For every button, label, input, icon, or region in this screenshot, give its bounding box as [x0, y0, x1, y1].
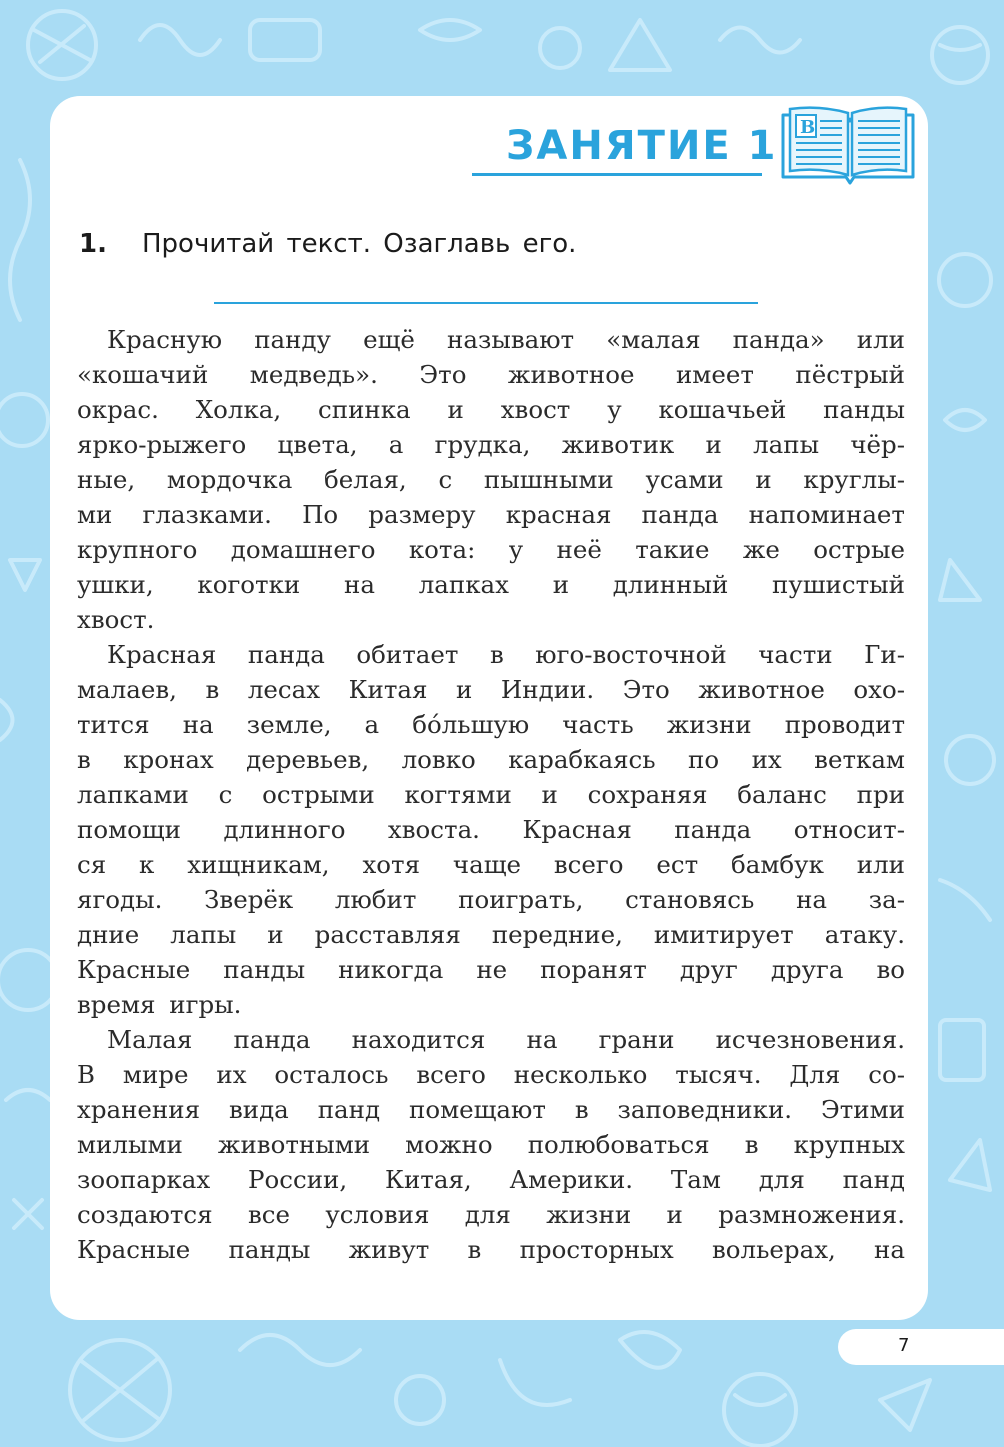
title-underline	[472, 173, 762, 176]
task-number: 1.	[79, 229, 107, 259]
svg-text:B: B	[800, 117, 816, 138]
text-line: «кошачий медведь». Это животное имеет пёстрый	[77, 360, 905, 389]
text-line: хвост.	[77, 605, 155, 634]
text-line: Красную панду ещё называют «малая панда» или	[107, 325, 905, 354]
text-line: Красные панды живут в просторных вольерах, на	[77, 1235, 905, 1264]
text-line: крупного домашнего кота: у неё такие же острые	[77, 535, 905, 564]
text-line: дние лапы и расставляя передние, имитирует атаку.	[77, 920, 905, 949]
page-number: 7	[898, 1335, 910, 1356]
text-line: время игры.	[77, 990, 242, 1019]
text-line: ми глазками. По размеру красная панда напоминает	[77, 500, 905, 529]
text-line: ярко-рыжего цвета, а грудка, животик и лапы чёр-	[77, 430, 905, 459]
text-line: зоопарках России, Китая, Америки. Там для панд	[77, 1165, 905, 1194]
text-line: помощи длинного хвоста. Красная панда относит-	[77, 815, 905, 844]
text-line: ные, мордочка белая, с пышными усами и круглы-	[77, 465, 905, 494]
text-line: в кронах деревьев, ловко карабкаясь по их веткам	[77, 745, 905, 774]
text-line: Красные панды никогда не поранят друг друга во	[77, 955, 905, 984]
text-line: тится на земле, а бóльшую часть жизни проводит	[77, 710, 905, 739]
text-line: ягоды. Зверёк любит поиграть, становясь на за-	[77, 885, 905, 914]
reading-text	[77, 322, 905, 1267]
text-line: лапками с острыми когтями и сохраняя баланс при	[77, 780, 905, 809]
text-line: Красная панда обитает в юго-восточной части Ги-	[107, 640, 905, 669]
text-line: малаев, в лесах Китая и Индии. Это животное охо-	[77, 675, 905, 704]
text-line: В мире их осталось всего несколько тысяч. Для со-	[77, 1060, 905, 1089]
text-line: ся к хищникам, хотя чаще всего ест бамбук или	[77, 850, 905, 879]
title-answer-line[interactable]	[214, 302, 758, 304]
task-instruction: Прочитай текст. Озаглавь его.	[142, 229, 577, 259]
text-line: хранения вида панд помещают в заповедники. Этими	[77, 1095, 905, 1124]
text-line: окрас. Холка, спинка и хвост у кошачьей панды	[77, 395, 905, 424]
lesson-title: ЗАНЯТИЕ 1	[506, 123, 778, 169]
page-number-tab	[838, 1329, 1004, 1365]
text-line: Малая панда находится на грани исчезновения.	[107, 1025, 905, 1054]
text-line: создаются все условия для жизни и размножения.	[77, 1200, 905, 1229]
text-line: ушки, коготки на лапках и длинный пушистый	[77, 570, 905, 599]
text-line: милыми животными можно полюбоваться в крупных	[77, 1130, 905, 1159]
open-book-icon	[780, 103, 916, 185]
